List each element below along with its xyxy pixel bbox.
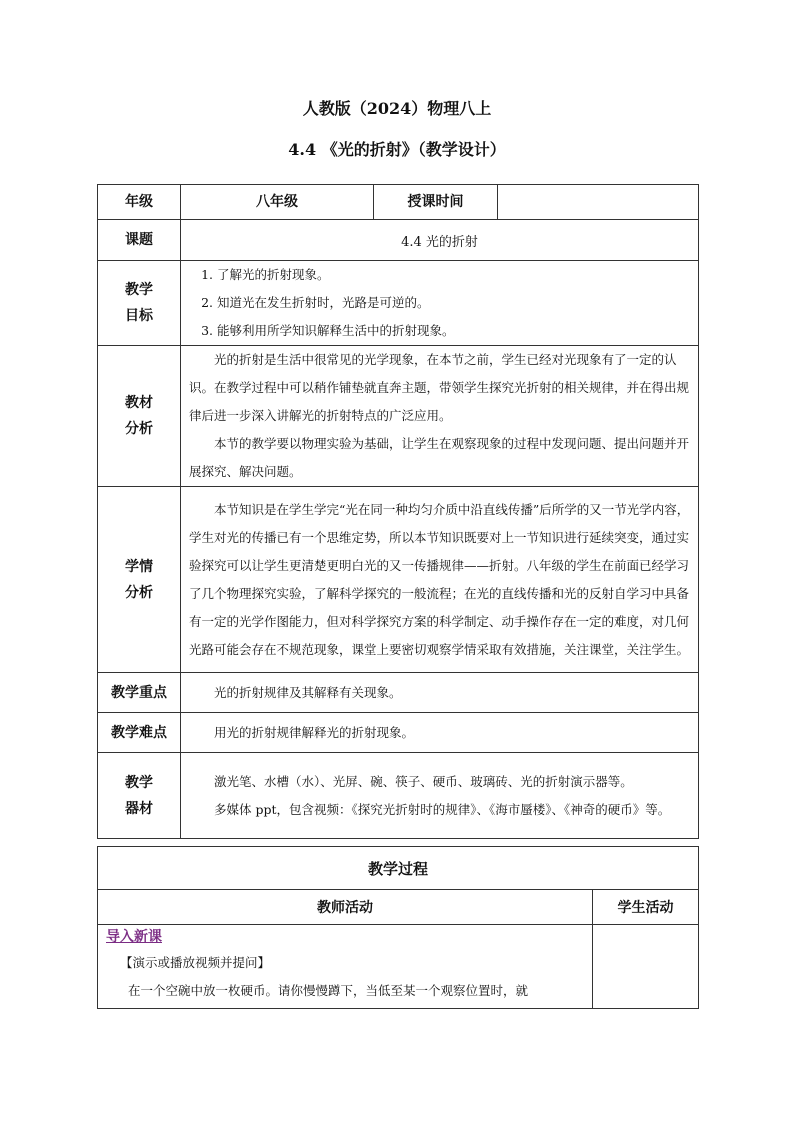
- topic-row: [98, 220, 699, 261]
- difficult-points-value: 用光的折射规律解释光的折射现象。: [214, 724, 415, 740]
- material-row: [98, 346, 699, 487]
- goals-label-line1: 教学: [125, 282, 153, 298]
- goal-item: 3. 能够利用所学知识解释生活中的折射现象。: [217, 317, 690, 345]
- material-label-line2: 分析: [125, 421, 153, 437]
- student-analysis-row: [98, 487, 699, 673]
- equipment-content: [181, 753, 699, 839]
- equipment-row: [98, 753, 699, 839]
- goals-content: [181, 261, 699, 346]
- time-label: 授课时间: [374, 185, 498, 220]
- demo-description: 在一个空碗中放一枚硬币。请你慢慢蹲下，当低至某一个观察位置时，就: [128, 983, 529, 998]
- teaching-process-table: [97, 846, 699, 1009]
- student-activity-header: 学生活动: [593, 890, 699, 925]
- material-content: [181, 346, 699, 487]
- goals-list: [181, 261, 698, 345]
- grade-label: 年级: [98, 185, 181, 220]
- student-analysis-content: [181, 487, 699, 673]
- goal-item: 2. 知道光在发生折射时，光路是可逆的。: [217, 289, 690, 317]
- lesson-info-table: [97, 184, 699, 839]
- difficult-points-label: 教学难点: [98, 713, 181, 753]
- demo-instruction: 【演示或播放视频并提问】: [120, 955, 271, 970]
- student-label-line2: 分析: [125, 584, 153, 601]
- material-label: [98, 346, 181, 487]
- topic-value: 4.4 光的折射: [181, 220, 699, 261]
- goals-label: [98, 261, 181, 346]
- equipment-paragraph: 多媒体 ppt，包含视频：《探究光折射时的规律》、《海市蜃楼》、《神奇的硬币》等。: [214, 801, 671, 817]
- equipment-paragraph: 激光笔、水槽（水）、光屏、碗、筷子、硬币、玻璃砖、光的折射演示器等。: [214, 773, 633, 789]
- time-value: [498, 185, 699, 220]
- process-content-row: [98, 925, 699, 1009]
- document-title: 人教版（2024）物理八上: [302, 99, 492, 118]
- grade-value: 八年级: [181, 185, 374, 220]
- material-paragraph: 光的折射是生活中很常见的光学现象，在本节之前，学生已经对光现象有了一定的认识。在教学过程中可以稍作铺垫就直奔主题，带领学生探究光折射的相关规律，并在得出规律后进一步深入讲解光的折射特点的广泛应用。: [189, 352, 690, 423]
- process-header-row: [98, 890, 699, 925]
- teacher-activity-cell: [98, 925, 593, 1009]
- difficult-points-content: [181, 713, 699, 753]
- teacher-activity-header: 教师活动: [98, 890, 593, 925]
- student-analysis-paragraph: 本节知识是在学生学完“光在同一种均匀介质中沿直线传播”后所学的又一节光学内容，学生对光的传播已有一个思维定势，所以本节知识既要对上一节知识进行延续突变，通过实验探究可以让学生更清楚更明白光的又一传播规律——折射。八年级的学生在前面已经学习了几个物理探究实验，了解科学探究的一般流程；在光的直线传播和光的反射自学习中具备有一定的光学作图能力，但对科学探究方案的科学制定、动手操作存在一定的难度，对几何光路可能会存在不规范现象，课堂上要密切观察学情采取有效措施，关注课堂，关注学生。: [189, 501, 690, 657]
- goals-label-line2: 目标: [125, 308, 153, 324]
- goal-item: 1. 了解光的折射现象。: [217, 261, 690, 289]
- equipment-label-line1: 教学: [125, 774, 153, 791]
- topic-label: 课题: [98, 220, 181, 261]
- student-analysis-label: [98, 487, 181, 673]
- process-title-row: [98, 847, 699, 890]
- material-label-line1: 教材: [125, 395, 153, 411]
- key-points-label: 教学重点: [98, 673, 181, 713]
- material-paragraph: 本节的教学要以物理实验为基础，让学生在观察现象的过程中发现问题、提出问题并开展探究、解决问题。: [189, 436, 690, 479]
- key-points-content: [181, 673, 699, 713]
- key-points-value: 光的折射规律及其解释有关现象。: [214, 684, 402, 700]
- student-activity-cell: [593, 925, 699, 1009]
- intro-section-link[interactable]: 导入新课: [106, 929, 162, 945]
- student-label-line1: 学情: [125, 558, 153, 575]
- process-title: 教学过程: [98, 847, 699, 890]
- difficult-points-row: [98, 713, 699, 753]
- equipment-label: [98, 753, 181, 839]
- document-subtitle: 4.4 《光的折射》（教学设计）: [288, 140, 506, 159]
- equipment-label-line2: 器材: [125, 800, 153, 817]
- grade-row: [98, 185, 699, 220]
- key-points-row: [98, 673, 699, 713]
- goals-row: [98, 261, 699, 346]
